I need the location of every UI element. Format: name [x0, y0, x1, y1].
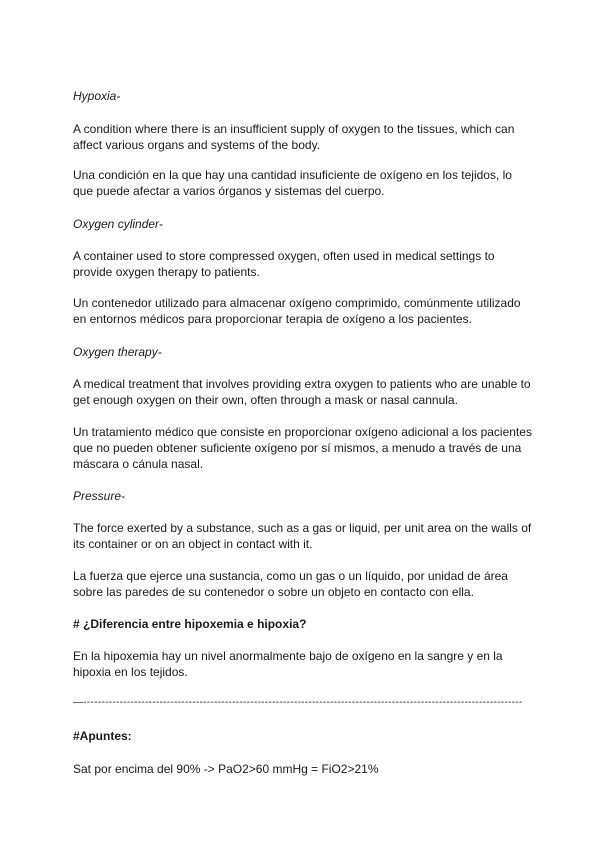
question-answer: En la hipoxemia hay un nivel anormalmente bajo de oxígeno en la sangre y en la hipoxia en los tejidos.: [73, 649, 503, 679]
term-title-pressure: Pressure-: [73, 489, 126, 503]
term-definition-english-hypoxia: A condition where there is an insufficient supply of oxygen to the tissues, which can affect various organs and systems of the body.: [73, 122, 515, 152]
term-definition-english-pressure: The force exerted by a substance, such as a gas or liquid, per unit area on the walls of its container or on an object in contact with it.: [73, 521, 532, 551]
term-title-oxygen-therapy: Oxygen therapy-: [73, 345, 162, 359]
notes-heading: #Apuntes:: [73, 729, 132, 743]
term-definition-english-oxygen-therapy: A medical treatment that involves providing extra oxygen to patients who are unable to get enough oxygen on their own, often through a mask or nasal cannula.: [73, 377, 531, 407]
notes-line: Sat por encima del 90% -> PaO2>60 mmHg = FiO2>21%: [73, 762, 379, 776]
term-title-oxygen-cylinder: Oxygen cylinder-: [73, 217, 163, 231]
term-definition-spanish-oxygen-therapy: Un tratamiento médico que consiste en proporcionar oxígeno adicional a los pacientes que no pueden obtener suficiente oxígeno por sí mismos, a menudo a través de una máscara o cánula nasal.: [73, 425, 532, 471]
separator-line: —-------------------------------------------------------------------------------------------------------------------------: [73, 697, 523, 708]
term-definition-spanish-pressure: La fuerza que ejerce una sustancia, como un gas o un líquido, por unidad de área sobre las paredes de su contenedor o sobre un objeto en contacto con ella.: [73, 569, 508, 599]
term-definition-spanish-oxygen-cylinder: Un contenedor utilizado para almacenar oxígeno comprimido, comúnmente utilizado en entornos médicos para proporcionar terapia de oxígeno a los pacientes.: [73, 296, 521, 326]
term-definition-english-oxygen-cylinder: A container used to store compressed oxygen, often used in medical settings to provide oxygen therapy to patients.: [73, 249, 495, 279]
term-title-hypoxia: Hypoxia-: [73, 89, 121, 103]
question-heading: # ¿Diferencia entre hipoxemia e hipoxia?: [73, 617, 307, 631]
term-definition-spanish-hypoxia: Una condición en la que hay una cantidad insuficiente de oxígeno en los tejidos, lo que puede afectar a varios órganos y sistemas del cuerpo.: [73, 168, 512, 198]
